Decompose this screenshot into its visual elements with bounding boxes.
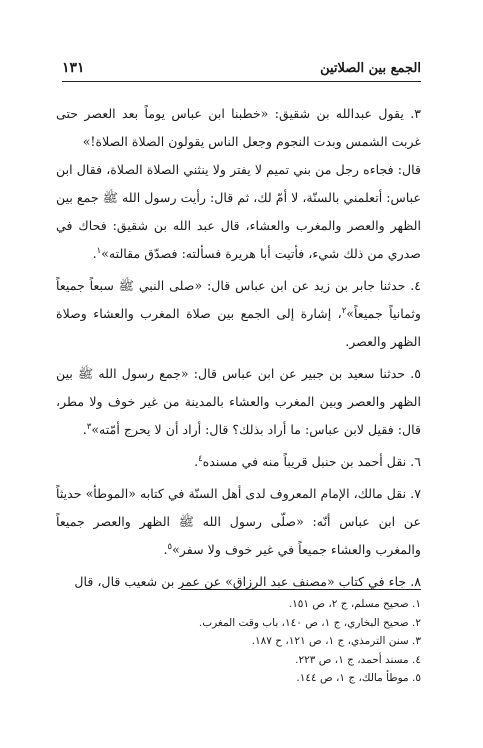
paragraph-3: ٣. يقول عبدالله بن شقيق: «خطبنا ابن عباس يوماً بعد العصر حتى غربت الشمس وبدت النجوم وجعل الناس يقولون الصلاة الصلاة!» قال: فجاءه رجل من بني تميم لا يفتر ولا ينثني الصلاة الصلاة، فقال ابن عباس: أتعلمني بالسنّة، لا أمّ لك، ثم قال: رأيت رسول الله ﷺ جمع بين الظهر والعصر والمغرب والعشاء، قال عبد الله بن شقيق: فحاك في صدري من ذلك شيء، فأتيت أبا هريرة فسألته: فصدّق مقالته»$^١$.: [56, 106, 421, 261]
footnote-item: ٣. سنن الترمذي، ج ١، ص ١٢١، ح ١٨٧.: [251, 635, 421, 647]
footnote-ref[interactable]: ٤: [198, 453, 203, 464]
page-header: [62, 55, 421, 82]
paragraph-4: [56, 272, 421, 356]
footnote-ref[interactable]: ٢: [341, 305, 347, 316]
paragraph-text: ٥. حدثنا سعيد بن جبير عن ابن عباس قال: «جمع رسول الله ﷺ بين الظهر والعصر وبين المغرب والعشاء بالمدينة من غير خوف ولا مطر، قال: فقيل لابن عباس: ما أراد بذلك؟ قال: أراد أن لا يحرج أمّته»: [56, 366, 421, 437]
paragraph-text: ٣. يقول عبدالله بن شقيق: «خطبنا ابن عباس يوماً بعد العصر حتى غربت الشمس وبدت النجوم وجعل الناس يقولون الصلاة الصلاة!»: [56, 106, 421, 149]
paragraph-text: ٧. نقل مالك، الإمام المعروف لدى أهل السنّة في كتابه «الموطأ» حديثاً عن ابن عباس أنّه: «صلّى رسول الله ﷺ الظهر والعصر جميعاً والمغرب والعشاء جميعاً في غير خوف ولا سفر»: [56, 486, 421, 557]
paragraph-text: ٨. جاء في كتاب «مصنف عبد الرزاق» عن عمر بن شعيب قال، قال: [74, 574, 421, 589]
running-title: الجمع بين الصلاتين: [320, 60, 421, 76]
footnote-ref[interactable]: ٣: [86, 421, 92, 432]
paragraph-8: [56, 568, 421, 596]
footnote-item: ٢. صحيح البخاري، ج ١، ص ١٤٠، باب وقت المغرب.: [198, 616, 421, 629]
paragraph-text: قال: فجاءه رجل من بني تميم لا يفتر ولا ينثني الصلاة الصلاة، فقال ابن عباس: أتعلمني بالسنّة، لا أمّ لك، ثم قال: رأيت رسول الله ﷺ جمع بين الظهر والعصر والمغرب والعشاء، قال عبد الله بن شقيق: فحاك في صدري من ذلك شيء، فأتيت أبا هريرة فسألته: فصدّق مقالته»: [56, 162, 421, 261]
footnote-item: ٥. موطأ مالك، ج ١، ص ١٤٤.: [296, 672, 421, 684]
page-number: ١٣١: [62, 60, 85, 76]
paragraph-7: ٧. نقل مالك، الإمام المعروف لدى أهل السنّة في كتابه «الموطأ» حديثاً عن ابن عباس أنّه: «صلّى رسول الله ﷺ الظهر والعصر جميعاً والمغرب والعشاء جميعاً في غير خوف ولا سفر»$^٥$.: [56, 486, 421, 557]
footnote-item: ٤. مسند أحمد، ج ١، ص ٢٢٣.: [295, 653, 421, 666]
paragraph-text: ، إشارة إلى الجمع بين صلاة المغرب والعشاء وصلاة الظهر والعصر.: [56, 306, 421, 349]
footnote-divider: [181, 589, 421, 590]
footnote-ref[interactable]: ٥: [167, 541, 173, 552]
footnote-item: ١. صحيح مسلم، ج ٢، ص ١٥١.: [288, 598, 421, 610]
footnotes: [62, 595, 421, 688]
paragraph-text: ٦. نقل أحمد بن حنبل قريباً منه في مسنده: [202, 454, 421, 469]
paragraph-6: ٦. نقل أحمد بن حنبل قريباً منه في مسنده$^٤$.: [194, 453, 421, 469]
paragraph-text: ٤. حدثنا جابر بن زيد عن ابن عباس قال: «صلى النبي ﷺ سبعاً جميعاً وثمانياً جميعاً»: [56, 278, 421, 321]
paragraph-5: ٥. حدثنا سعيد بن جبير عن ابن عباس قال: «جمع رسول الله ﷺ بين الظهر والعصر وبين المغرب والعشاء بالمدينة من غير خوف ولا مطر، قال: فقيل لابن عباس: ما أراد بذلك؟ قال: أراد أن لا يحرج أمّته»$^٣$.: [56, 366, 421, 437]
footnote-ref[interactable]: ١: [96, 245, 102, 256]
main-text: [56, 100, 421, 600]
